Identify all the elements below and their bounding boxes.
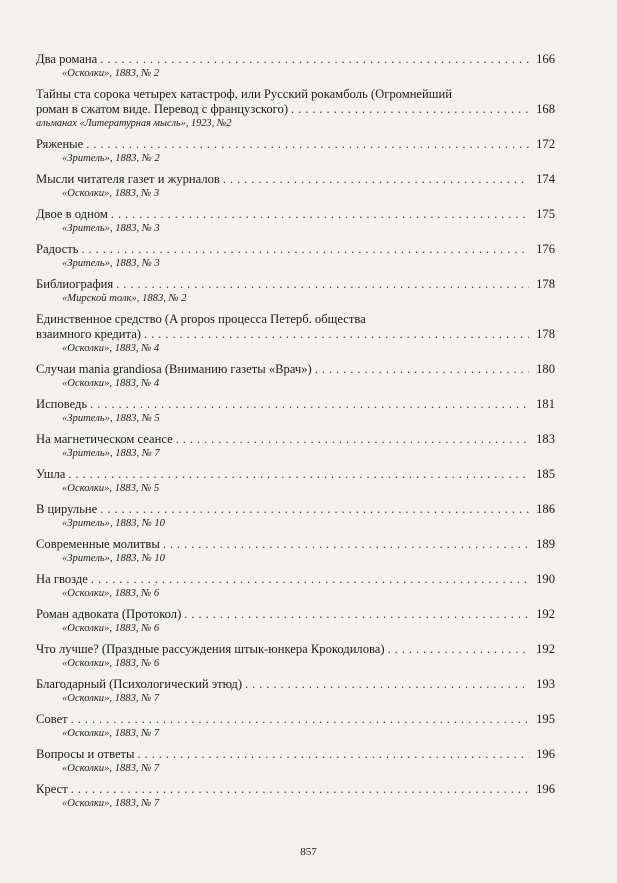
entry-title: Вопросы и ответы: [36, 747, 135, 761]
entry-page: 183: [536, 432, 555, 446]
entry-source: «Осколки», 1883, № 2: [62, 68, 160, 79]
entry-page: 166: [536, 52, 555, 66]
entry-page: 192: [536, 642, 555, 656]
entry-title: Радость: [36, 242, 79, 256]
entry-title: На магнетическом сеансе: [36, 432, 173, 446]
entry-page: 186: [536, 502, 555, 516]
entry-title: Два романа: [36, 52, 98, 66]
entry-title-line2: роман в сжатом виде. Перевод с французского): [36, 102, 289, 116]
toc-entry: [36, 782, 555, 810]
toc-entry: [36, 172, 555, 200]
entry-source: «Зритель», 1883, № 10: [62, 553, 165, 564]
toc-entry: [36, 207, 555, 235]
entry-page: 168: [536, 102, 555, 116]
toc-entry: [36, 747, 555, 775]
toc-entry: [36, 52, 555, 80]
entry-source: «Зритель», 1883, № 3: [62, 223, 160, 234]
entry-page: 178: [536, 327, 555, 341]
entry-source: «Зритель», 1883, № 5: [62, 413, 160, 424]
toc-entry: [36, 502, 555, 530]
toc-entry: [36, 397, 555, 425]
page-number: 857: [300, 846, 317, 858]
entry-title: Мысли читателя газет и журналов: [36, 172, 220, 186]
entry-title: Исповедь: [36, 397, 88, 411]
entry-source: «Осколки», 1883, № 6: [62, 588, 160, 599]
entry-page: 176: [536, 242, 555, 256]
toc-entry: [36, 467, 555, 495]
entry-title: Двое в одном: [36, 207, 108, 221]
entry-source: «Осколки», 1883, № 7: [62, 763, 160, 774]
entry-source: «Осколки», 1883, № 7: [62, 728, 160, 739]
entry-page: 178: [536, 277, 555, 291]
entry-title: В цирульне: [36, 502, 98, 516]
entry-title: Случаи mania grandiosa (Вниманию газеты «Врач»): [36, 362, 312, 376]
entry-page: 174: [536, 172, 555, 186]
entry-page: 189: [536, 537, 555, 551]
entry-source: «Осколки», 1883, № 7: [62, 798, 160, 809]
entry-page: 196: [536, 747, 555, 761]
entry-page: 195: [536, 712, 555, 726]
toc-entry: [36, 362, 555, 390]
entry-page: 192: [536, 607, 555, 621]
entry-source: «Осколки», 1883, № 4: [62, 343, 160, 354]
entry-page: 172: [536, 137, 555, 151]
toc-entry: [36, 312, 555, 355]
toc-entry: [36, 607, 555, 635]
entry-page: 181: [536, 397, 555, 411]
toc-entry: [36, 572, 555, 600]
entry-page: 180: [536, 362, 555, 376]
toc-entry: [36, 537, 555, 565]
entry-title-line1: Единственное средство (A propos процесса Петерб. общества: [36, 312, 366, 326]
entry-source: «Зритель», 1883, № 3: [62, 258, 160, 269]
entry-source: «Осколки», 1883, № 7: [62, 693, 160, 704]
entry-source: «Зритель», 1883, № 10: [62, 518, 165, 529]
entry-source: альманах «Литературная мысль», 1923, №2: [36, 118, 232, 129]
toc-entry: [36, 712, 555, 740]
toc-entry: [36, 432, 555, 460]
toc-entry: [36, 277, 555, 305]
toc-entry: [36, 242, 555, 270]
entry-title: Благодарный (Психологический этюд): [36, 677, 243, 691]
entry-title: Ушла: [36, 467, 66, 481]
toc-entry: [36, 137, 555, 165]
entry-title-line1: Тайны ста сорока четырех катастроф, или Русский рокамболь (Огромнейший: [36, 87, 452, 101]
entry-source: «Мирской толк», 1883, № 2: [62, 293, 187, 304]
entry-title: Библиография: [36, 277, 114, 291]
entry-source: «Зритель», 1883, № 7: [62, 448, 160, 459]
entry-title: Что лучше? (Праздные рассуждения штык-юнкера Крокодилова): [36, 642, 385, 656]
entry-title: Совет: [36, 712, 68, 726]
entry-title: Роман адвоката (Протокол): [36, 607, 182, 621]
entry-source: «Зритель», 1883, № 2: [62, 153, 160, 164]
entry-title: На гвозде: [36, 572, 88, 586]
entry-page: 190: [536, 572, 555, 586]
entry-source: «Осколки», 1883, № 5: [62, 483, 160, 494]
entry-page: 193: [536, 677, 555, 691]
entry-title-line2: взаимного кредита): [36, 327, 141, 341]
entry-title: Современные молитвы: [36, 537, 160, 551]
entry-page: 175: [536, 207, 555, 221]
toc-entry: [36, 677, 555, 705]
entry-source: «Осколки», 1883, № 3: [62, 188, 160, 199]
entry-source: «Осколки», 1883, № 4: [62, 378, 160, 389]
toc-entry: [36, 642, 555, 670]
entry-source: «Осколки», 1883, № 6: [62, 623, 160, 634]
toc-entry: [36, 87, 555, 130]
entry-page: 185: [536, 467, 555, 481]
table-of-contents: [36, 52, 555, 817]
entry-page: 196: [536, 782, 555, 796]
entry-title: Ряженые: [36, 137, 84, 151]
entry-title: Крест: [36, 782, 68, 796]
entry-source: «Осколки», 1883, № 6: [62, 658, 160, 669]
